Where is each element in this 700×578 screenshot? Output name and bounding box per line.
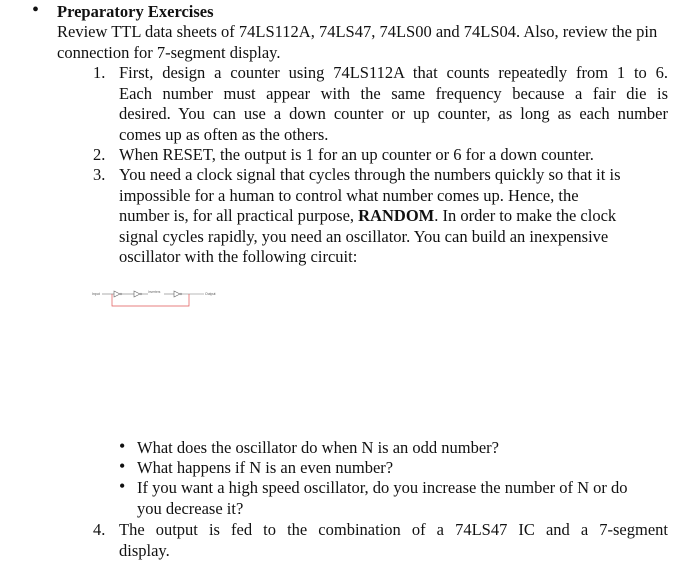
item-4-text	[119, 520, 668, 561]
inverter-gate-1	[114, 291, 120, 297]
inverter-gate-3	[174, 291, 180, 297]
question-3-line: If you want a high speed oscillator, do you increase the number of N or do	[137, 478, 628, 497]
circuit-input-label: Input	[92, 292, 100, 296]
question-2-text: What happens if N is an even number?	[137, 458, 394, 477]
item-1-line: First, design a counter using 74LS112A that counts repeatedly from 1 to 6.	[119, 63, 668, 82]
item-1-line: comes up as often as the others.	[119, 124, 329, 144]
item-4-number: 4.	[93, 520, 106, 539]
item-3-text-part: number is, for all practical purpose,	[119, 206, 359, 225]
intro-paragraph: Review TTL data sheets of 74LS112A, 74LS47, 74LS00 and 74LS04. Also, review the pin connection for 7-segment display.	[57, 22, 658, 62]
question-1-bullet: •	[119, 436, 126, 456]
oscillator-circuit-diagram	[92, 282, 222, 312]
inverter-gate-2	[134, 291, 140, 297]
item-3-line	[119, 206, 679, 227]
question-3-bullet: •	[119, 476, 126, 496]
circuit-mid-label: Inverters	[148, 290, 161, 294]
question-2-bullet: •	[119, 456, 126, 476]
item-3-text	[119, 165, 679, 268]
item-3-line: You need a clock signal that cycles through the numbers quickly so that it is	[119, 165, 621, 184]
item-1-number: 1.	[93, 63, 106, 82]
section-bullet: •	[32, 0, 40, 21]
question-3-line: you decrease it?	[137, 498, 244, 518]
item-3-line: impossible for a human to control what number comes up. Hence, the	[119, 185, 579, 205]
section-title: Preparatory Exercises	[57, 2, 214, 21]
feedback-loop-wire	[112, 294, 189, 306]
circuit-output-label: Output	[205, 292, 216, 296]
item-1-text	[119, 63, 668, 145]
item-1-line: Each number must appear with the same frequency because a fair die is	[119, 83, 668, 103]
item-3-line: signal cycles rapidly, you need an oscillator. You can build an inexpensive	[119, 226, 609, 246]
item-2-number: 2.	[93, 145, 106, 164]
question-1-text: What does the oscillator do when N is an odd number?	[137, 438, 499, 457]
item-4-line: The output is fed to the combination of a 74LS47 IC and a 7-segment	[119, 520, 668, 539]
item-3-text-part: . In order to make the clock	[434, 206, 617, 225]
item-1-line: desired. You can use a down counter or up counter, as long as each number	[119, 104, 668, 123]
question-3-text	[137, 478, 667, 519]
item-3-line: oscillator with the following circuit:	[119, 247, 358, 266]
item-3-number: 3.	[93, 165, 106, 184]
item-4-line: display.	[119, 540, 170, 560]
random-emphasis: RANDOM	[358, 206, 435, 225]
item-2-text: When RESET, the output is 1 for an up counter or 6 for a down counter.	[119, 145, 594, 164]
